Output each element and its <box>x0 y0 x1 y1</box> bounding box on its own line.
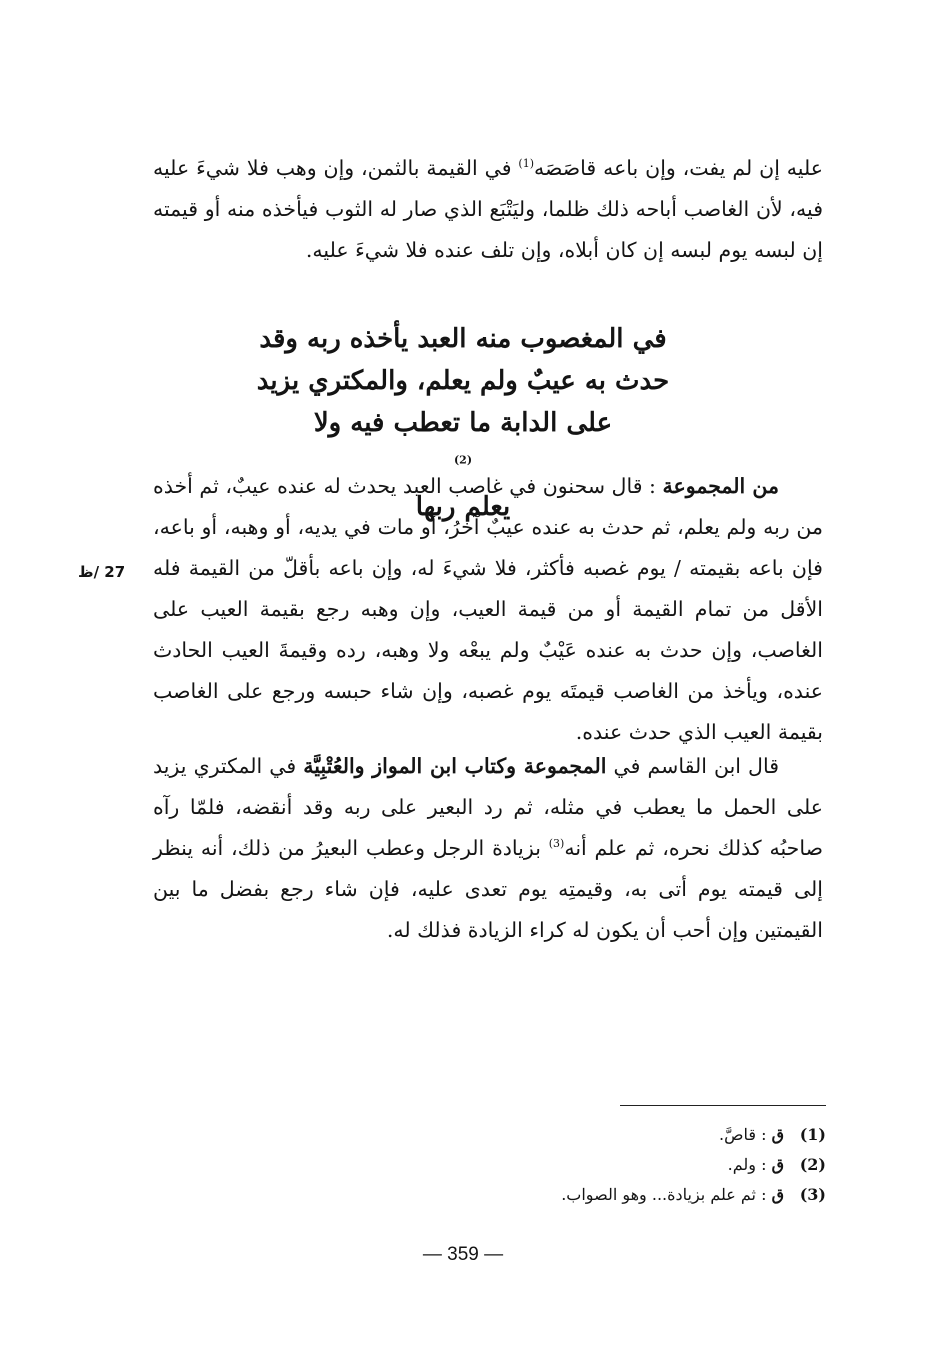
source-name: المجموعة وكتاب ابن المواز والعُتْبِيَّة <box>303 754 607 778</box>
footnote-item <box>406 1120 826 1150</box>
text-run: يعلم ربها <box>415 492 511 522</box>
heading-line-1: في المغصوب منه العبد يأخذه ربه وقد <box>259 324 667 354</box>
text-run: قال ابن القاسم في <box>606 754 779 778</box>
footnotes <box>406 1120 826 1210</box>
footnote-text: : ولم. <box>727 1155 767 1174</box>
text-run: في المكتري يزيد على الحمل ما يعطب في مثله، ثم رد البعير على ربه وقد أنقضه، فلمّا رآه صاحبُه كذلك نحره، ثم علم أنه <box>153 754 823 860</box>
paragraph-ibn-qasim <box>153 746 823 951</box>
paragraph-majmua <box>153 466 823 753</box>
footnote-siglum: ق <box>771 1185 784 1204</box>
footnote-siglum: ق <box>771 1125 784 1144</box>
text-run: في القيمة بالثمن، وإن وهب فلا شيءَ عليه فيه، لأن الغاصب أباحه ذلك ظلما، وليَتْبَع الذي صار له الثوب فيأخذه منه أو قيمته إن لبسه يوم لبسه إن كان أبلاه، وإن تلف عنده فلا شيءَ عليه. <box>153 156 823 262</box>
text-run: بزيادة الرجل وعطب البعيرُ من ذلك، أنه ينظر إلى قيمته يوم أتى به، وقيمتِه يوم تعدى عليه، فإن شاء رجع بفضل ما بين القيمتين وإن أحب أن يكون له كراء الزيادة فذلك له. <box>153 836 823 942</box>
paragraph-text <box>153 746 823 951</box>
text-run: عليه إن لم يفت، وإن باعه قاصَصَه <box>533 156 823 180</box>
top-paragraph <box>153 148 823 271</box>
footnote-item <box>406 1150 826 1180</box>
paragraph-text <box>153 148 823 271</box>
source-name: من المجموعة <box>662 474 779 498</box>
footnote-ref-1[interactable]: (1) <box>518 157 534 171</box>
footnote-text: : ثم علم بزيادة... وهو الصواب. <box>561 1185 767 1204</box>
heading-line-2: حدث به عيبٌ ولم يعلم، والمكتري يزيد <box>256 366 670 396</box>
paragraph-text <box>153 466 823 753</box>
footnote-number: (3) <box>799 1185 826 1204</box>
text-run: على الدابة ما تعطب فيه ولا <box>313 408 613 438</box>
footnote-ref-2[interactable]: (2) <box>453 453 473 467</box>
footnote-number: (2) <box>799 1155 826 1174</box>
text-run: : قال سحنون في غاصب العبد يحدث له عنده عيبٌ، ثم أخذه من ربه ولم يعلم، ثم حدث به عنده عيبٌ آخرُ، أو مات في يديه، أو وهبه، أو باعه، فإن باعه بقيمته / يوم غصبه فأكثر، فلا شيءَ له، وإن باعه بأقلّ من القيمة فله الأقل من تمام القيمة أو من قيمة العيب، وإن وهبه رجع بقيمة العيب على الغاصب، وإن حدث به عنده عَيْبٌ ولم يبعْه ولا وهبه، رده وقيمةَ العيب الحادث عنده، ويأخذ من الغاصب قيمتَه يوم غصبه، وإن شاء حبسه ورجع على الغاصب بقيمة العيب الذي حدث عنده. <box>153 474 823 744</box>
footnote-siglum: ق <box>771 1155 784 1174</box>
footnote-text: : قاصَّ. <box>719 1125 767 1144</box>
footnote-ref-3[interactable]: (3) <box>548 837 565 851</box>
page-number: — 359 — <box>422 1244 504 1265</box>
margin-folio-note: 27 /ظ <box>78 563 126 581</box>
footnote-item <box>406 1180 826 1210</box>
footnote-divider <box>620 1105 826 1106</box>
footnote-number: (1) <box>799 1125 826 1144</box>
